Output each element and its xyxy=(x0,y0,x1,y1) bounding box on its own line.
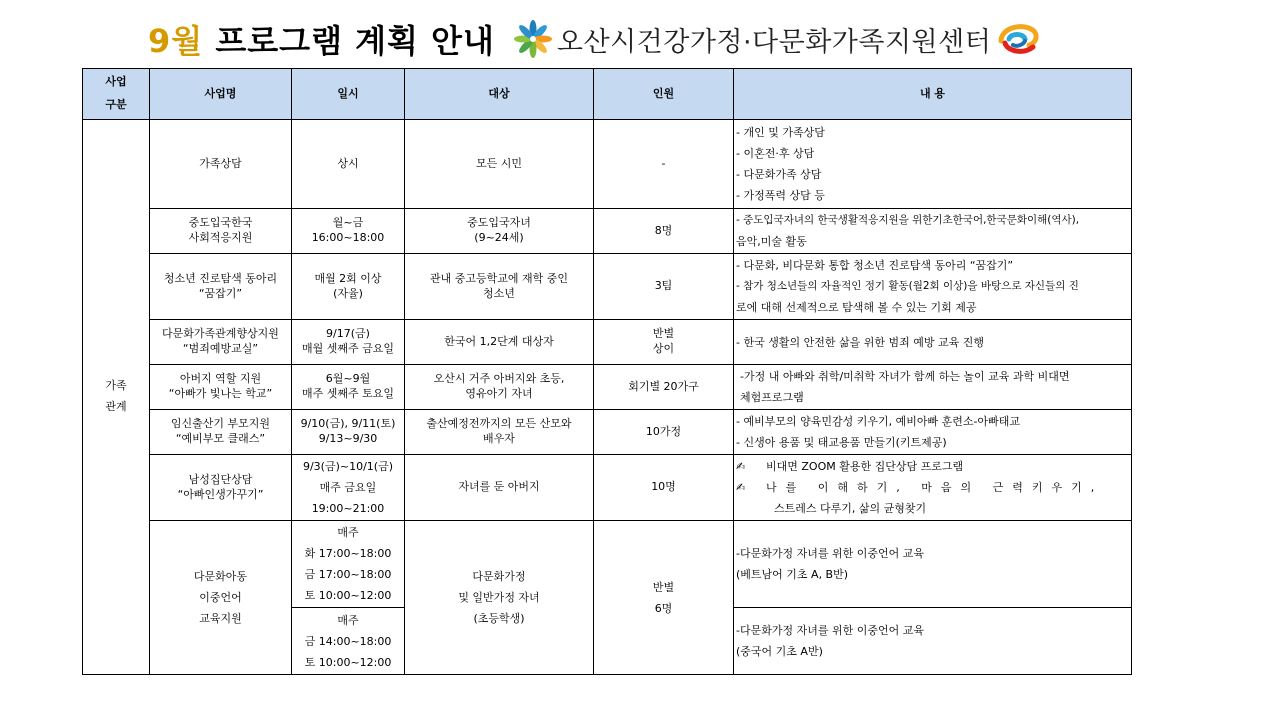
program-target xyxy=(405,455,594,521)
text-line: 9/13~9/30 xyxy=(318,432,378,445)
header-category xyxy=(83,69,150,120)
text-line: 배우자 xyxy=(483,432,515,445)
header-target: 대상 xyxy=(405,69,594,120)
table-row xyxy=(83,120,1132,209)
text-line: (초등학생) xyxy=(473,612,525,625)
table-row xyxy=(83,320,1132,365)
text-line: 한국어 1,2단계 대상자 xyxy=(444,334,554,348)
text-line: 16:00~18:00 xyxy=(311,231,385,244)
program-count xyxy=(594,320,734,365)
program-count xyxy=(594,120,734,209)
text-line: 출산예정전까지의 모든 산모와 xyxy=(426,417,572,431)
table-row xyxy=(83,365,1132,410)
table-row xyxy=(83,209,1132,254)
program-content xyxy=(734,608,1132,675)
text-line: “범죄예방교실” xyxy=(182,342,259,355)
text-line: 및 일반가정 자녀 xyxy=(458,591,540,604)
program-name xyxy=(150,521,292,675)
org-name: 오산시건강가정·다문화가족지원센터 xyxy=(556,26,992,58)
text-line: 9/10(금), 9/11(토) xyxy=(300,417,396,431)
header-content: 내 용 xyxy=(734,69,1132,120)
text-line: 관내 중고등학교에 재학 중인 xyxy=(429,271,568,285)
program-schedule xyxy=(292,120,405,209)
text-line: 영유아기 자녀 xyxy=(465,387,533,400)
content-line: 체험프로그램 xyxy=(740,391,804,404)
program-target xyxy=(405,521,594,675)
program-name xyxy=(150,320,292,365)
program-count xyxy=(594,455,734,521)
text-line: 다문화가정 xyxy=(472,570,526,583)
program-content xyxy=(734,320,1132,365)
text-line: 매월 2회 이상 xyxy=(314,271,382,285)
text-line: (9~24세) xyxy=(474,231,524,244)
text-line: 이중언어 xyxy=(199,591,242,604)
text-line: 가족상담 xyxy=(199,156,242,170)
text-line: 토 10:00~12:00 xyxy=(304,589,392,602)
text-line: 19:00~21:00 xyxy=(311,502,385,515)
text-line: 매주 금요일 xyxy=(319,481,377,494)
program-target xyxy=(405,209,594,254)
program-content xyxy=(734,410,1132,455)
text-line: 반별 xyxy=(652,580,675,594)
program-table xyxy=(82,68,1132,675)
text-line: 매주 셋째주 토요일 xyxy=(301,387,394,400)
text-line: 회기별 20가구 xyxy=(628,379,699,393)
text-line: 남성집단상담 xyxy=(188,472,253,486)
program-content xyxy=(734,521,1132,608)
table-row xyxy=(83,521,1132,608)
text-line: “꿈잡기” xyxy=(198,286,243,300)
header-name: 사업명 xyxy=(150,69,292,120)
program-name xyxy=(150,120,292,209)
text-line: “아빠인생가꾸기” xyxy=(177,487,264,501)
content-line: - 이혼전·후 상담 xyxy=(736,147,815,160)
table-header-row xyxy=(83,69,1132,120)
program-name xyxy=(150,410,292,455)
content-line: (베트남어 기초 A, B반) xyxy=(736,568,849,581)
content-line: -가정 내 아빠와 취학/미취학 자녀가 함께 하는 놀이 교육 과학 비대면 xyxy=(740,370,1070,383)
text-line: 금 17:00~18:00 xyxy=(304,568,392,581)
program-name xyxy=(150,209,292,254)
title-month: 9월 xyxy=(148,22,204,60)
program-count xyxy=(594,209,734,254)
program-content xyxy=(734,455,1132,521)
text-line: 화 17:00~18:00 xyxy=(304,547,392,560)
program-schedule xyxy=(292,320,405,365)
program-content xyxy=(734,120,1132,209)
text-line: 청소년 xyxy=(483,286,515,300)
header-category-line1: 사업 xyxy=(105,75,127,89)
content-line: - 가정폭력 상담 등 xyxy=(736,189,825,202)
program-schedule xyxy=(292,209,405,254)
text-line: 토 10:00~12:00 xyxy=(304,655,392,669)
swirl-logo-icon xyxy=(995,21,1041,57)
program-target xyxy=(405,410,594,455)
content-line: 음악,미술 활동 xyxy=(736,235,807,248)
text-line: 9/3(금)~10/1(금) xyxy=(302,460,394,473)
text-line: 9/17(금) xyxy=(326,327,370,341)
title-text: 프로그램 계획 안내 xyxy=(203,22,495,60)
category-cell xyxy=(83,120,150,675)
table-row xyxy=(83,254,1132,320)
text-line: 중도입국자녀 xyxy=(467,216,531,230)
page-title xyxy=(148,16,495,62)
content-line: - 신생아 용품 및 태교용품 만들기(키트제공) xyxy=(736,436,947,449)
content-line xyxy=(736,456,1129,477)
memo-icon: ✍ xyxy=(736,481,746,494)
content-text: 비대면 ZOOM 활용한 집단상담 프로그램 xyxy=(766,460,964,473)
content-line: - 다문화가족 상담 xyxy=(736,168,822,181)
text-line: “예비부모 클래스” xyxy=(175,432,266,445)
content-line: - 참가 청소년들의 자율적인 정기 활동(월2회 이상)을 바탕으로 자신들의 진 xyxy=(736,280,1079,292)
text-line: 6명 xyxy=(654,601,673,615)
program-schedule xyxy=(292,521,405,608)
program-target xyxy=(405,320,594,365)
content-line: - 한국 생활의 안전한 삶을 위한 범죄 예방 교육 진행 xyxy=(736,335,984,349)
text-line: 10가정 xyxy=(645,424,682,438)
text-line: 교육지원 xyxy=(199,612,242,625)
program-schedule xyxy=(292,608,405,675)
program-name xyxy=(150,455,292,521)
text-line: (자율) xyxy=(333,286,363,300)
program-schedule xyxy=(292,410,405,455)
program-count xyxy=(594,365,734,410)
text-line: 자녀를 둔 아버지 xyxy=(458,480,540,494)
page-header xyxy=(148,14,1041,64)
content-line: - 예비부모의 양육민감성 키우기, 예비아빠 훈련소-아빠태교 xyxy=(736,415,1020,428)
text-line: 임신출산기 부모지원 xyxy=(170,417,271,431)
program-schedule xyxy=(292,254,405,320)
program-schedule xyxy=(292,455,405,521)
program-content xyxy=(734,254,1132,320)
category-line1: 가족 xyxy=(105,379,127,393)
text-line: 8명 xyxy=(654,223,673,237)
text-line: 상시 xyxy=(337,156,359,170)
text-line: 사회적응지원 xyxy=(188,231,253,244)
text-line: 청소년 진로탐색 동아리 xyxy=(163,271,278,285)
program-content xyxy=(734,209,1132,254)
flower-logo-icon xyxy=(511,19,555,59)
text-line: 중도입국한국 xyxy=(188,216,253,230)
program-name xyxy=(150,254,292,320)
program-count xyxy=(594,521,734,675)
content-line: - 개인 및 가족상담 xyxy=(736,126,825,139)
header-schedule: 일시 xyxy=(292,69,405,120)
program-schedule xyxy=(292,365,405,410)
text-line: - xyxy=(661,156,666,170)
content-line: - 중도입국자녀의 한국생활적응지원을 위한기초한국어,한국문화이해(역사), xyxy=(736,214,1080,226)
content-line: 로에 대해 선제적으로 탐색해 볼 수 있는 기회 제공 xyxy=(736,301,977,314)
text-line: 6월~9월 xyxy=(325,372,371,386)
text-line: 다문화아동 xyxy=(193,570,248,583)
text-line: 월~금 xyxy=(332,216,364,230)
content-line: (중국어 기초 A반) xyxy=(736,645,823,658)
table-row xyxy=(83,455,1132,521)
content-line: -다문화가정 자녀를 위한 이중언어 교육 xyxy=(736,624,924,637)
header-category-line2: 구분 xyxy=(105,98,127,111)
content-line xyxy=(736,477,1129,498)
header-count: 인원 xyxy=(594,69,734,120)
text-line: 매주 xyxy=(337,526,359,539)
text-line: 다문화가족관계향상지원 xyxy=(162,327,279,341)
category-line2: 관계 xyxy=(105,400,127,413)
content-line: -다문화가정 자녀를 위한 이중언어 교육 xyxy=(736,547,924,560)
program-target xyxy=(405,120,594,209)
content-line: - 다문화, 비다문화 통합 청소년 진로탐색 동아리 “꿈잡기” xyxy=(736,259,1014,272)
text-line: 아버지 역할 지원 xyxy=(179,372,262,386)
memo-icon: ✍ xyxy=(736,460,746,473)
program-target xyxy=(405,365,594,410)
text-line: “아빠가 빛나는 학교” xyxy=(168,387,273,400)
text-line: 매주 xyxy=(337,613,359,627)
text-line: 반별 xyxy=(652,327,675,341)
text-line: 금 14:00~18:00 xyxy=(304,634,392,648)
text-line: 10명 xyxy=(651,480,676,494)
text-line: 오산시 거주 아버지와 초등, xyxy=(433,372,565,386)
text-line: 모든 시민 xyxy=(475,156,522,170)
content-line: 스트레스 다루기, 삶의 균형찾기 xyxy=(774,502,927,515)
program-content xyxy=(734,365,1132,410)
content-text: 나를 이해하기, 마음의 근력키우기, xyxy=(766,481,1104,494)
program-name xyxy=(150,365,292,410)
text-line: 상이 xyxy=(652,342,675,355)
text-line: 매월 셋째주 금요일 xyxy=(301,342,394,355)
text-line: 3팀 xyxy=(654,279,673,293)
program-target xyxy=(405,254,594,320)
program-count xyxy=(594,254,734,320)
table-row xyxy=(83,410,1132,455)
program-count xyxy=(594,410,734,455)
